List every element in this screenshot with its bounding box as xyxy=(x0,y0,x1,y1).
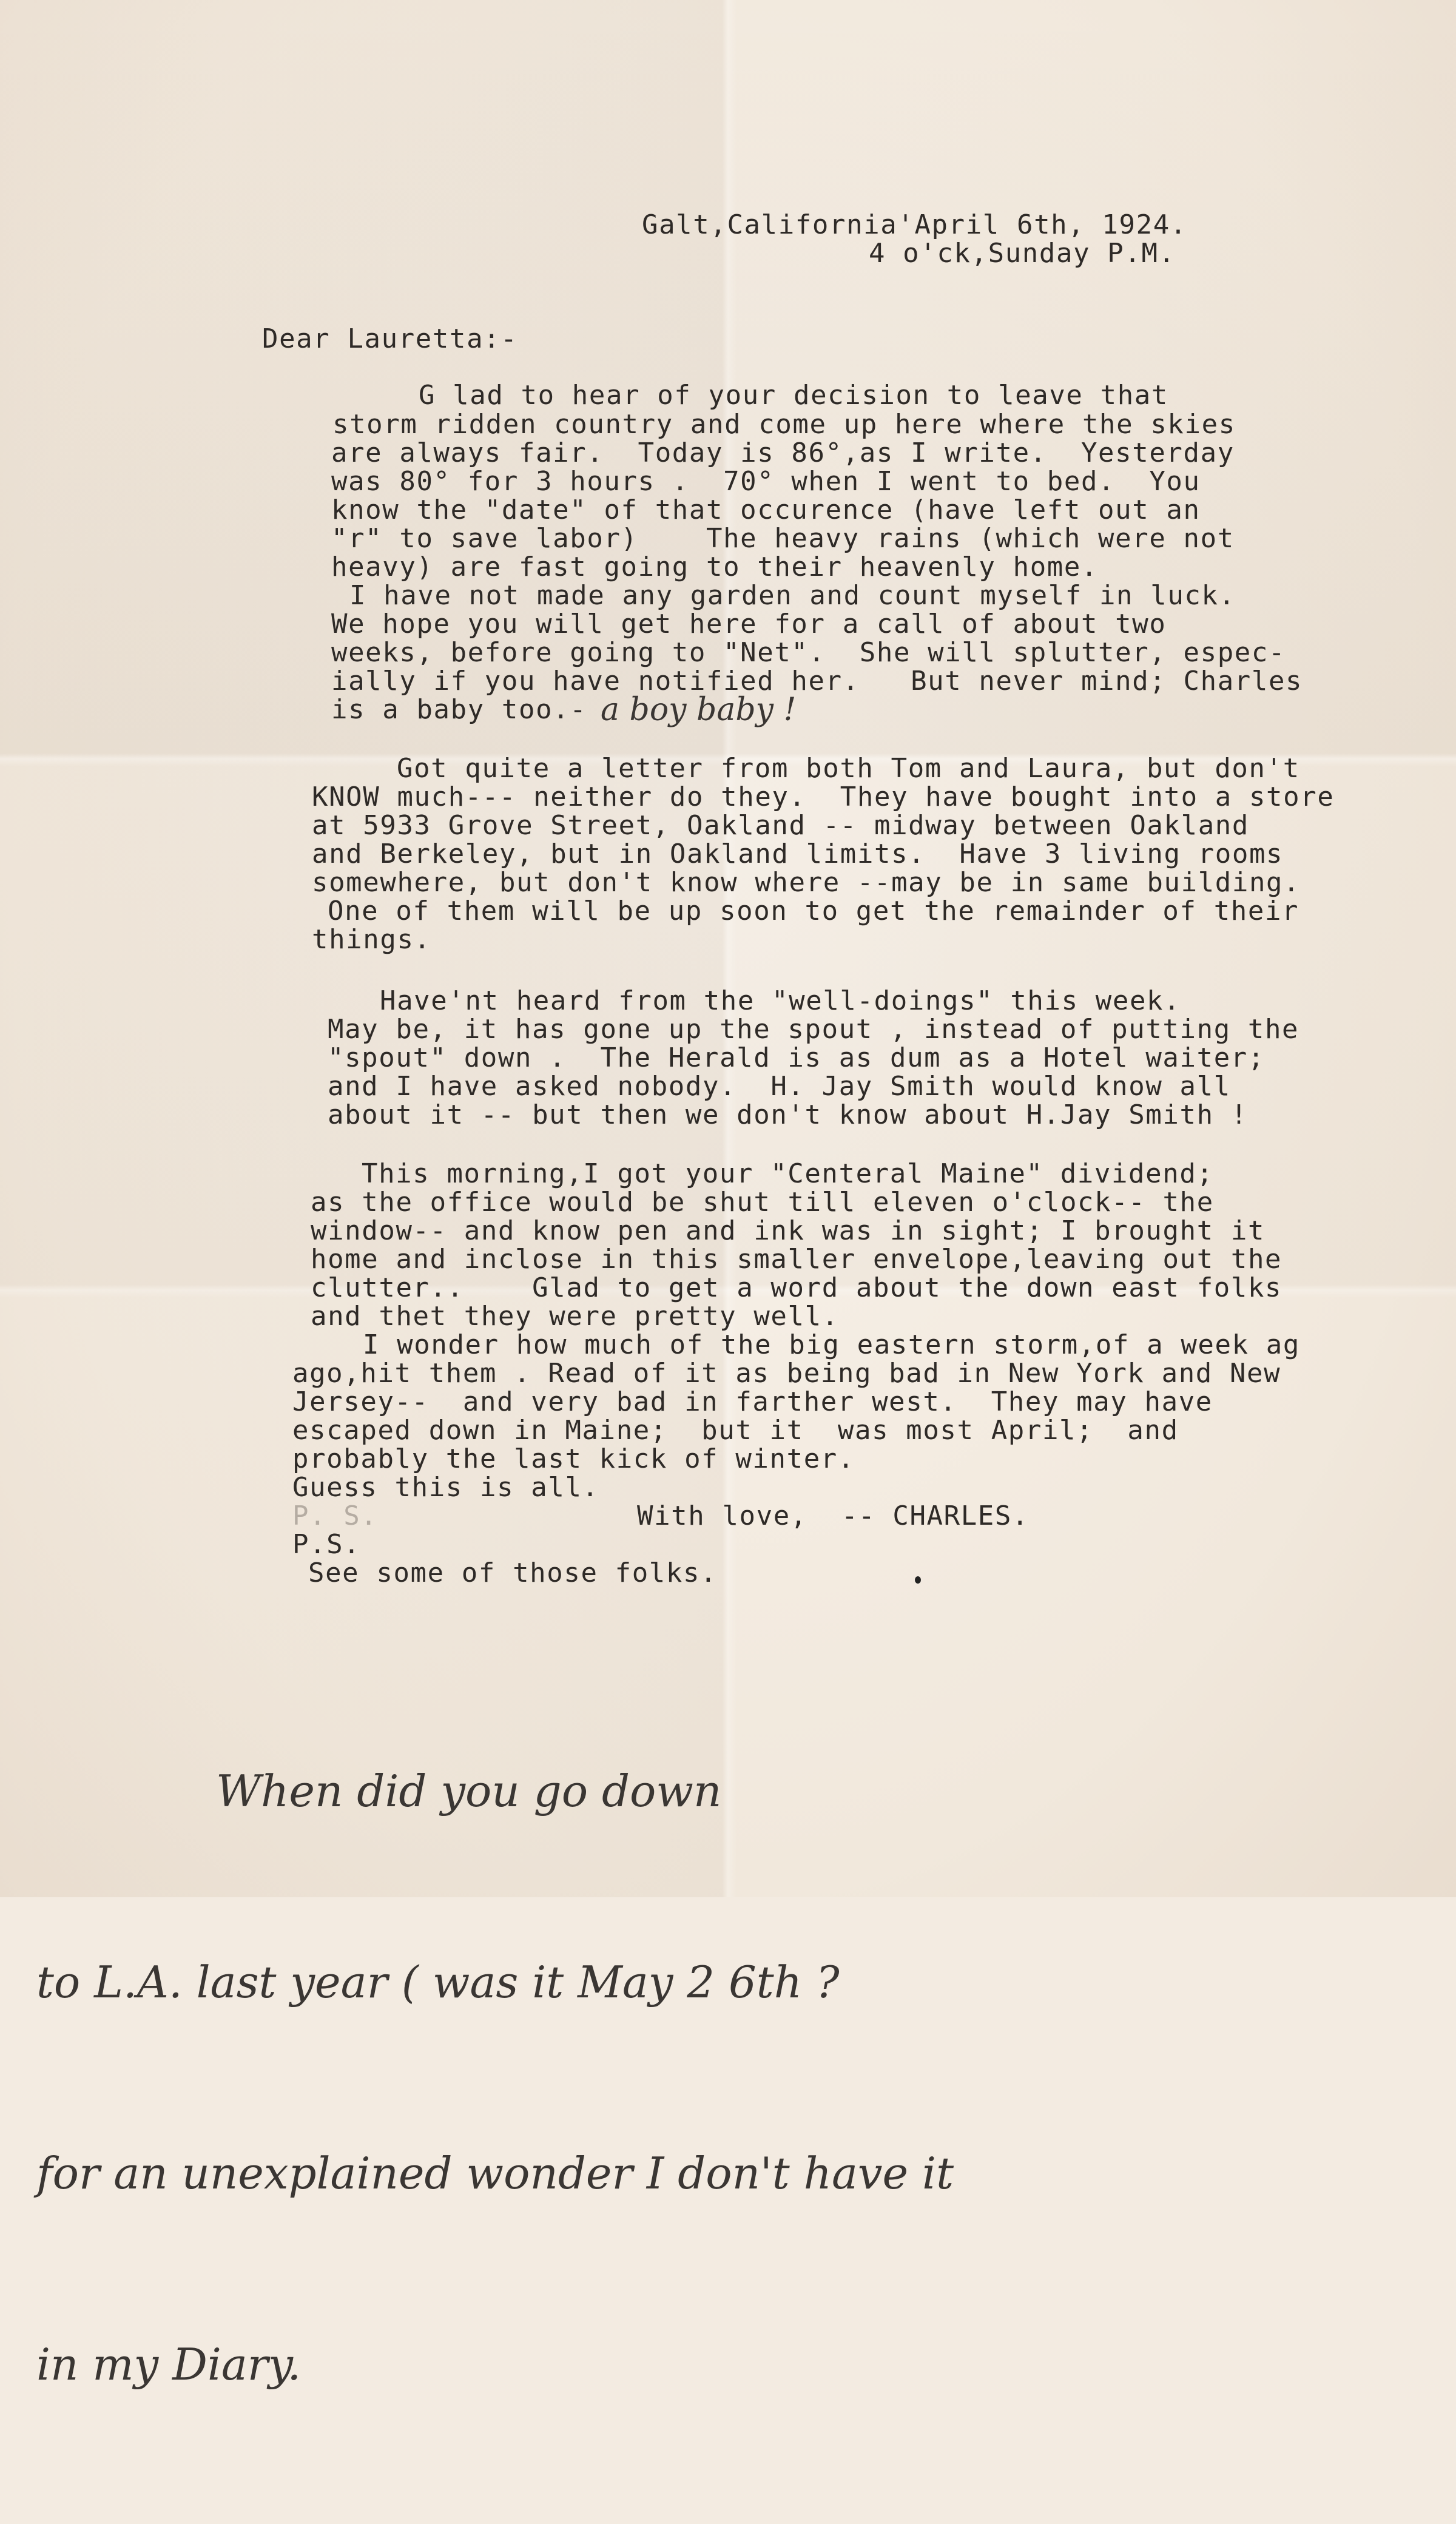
ps-label: P.S. xyxy=(292,1529,361,1560)
text-line: know the "date" of that occurence (have left out an xyxy=(331,494,1201,525)
text-line: is a baby too.- xyxy=(331,694,587,725)
text-line: storm ridden country and come up here where the skies xyxy=(332,409,1236,440)
handwritten-line: for an unexplained wonder I don't have it xyxy=(36,2148,954,2199)
text-line: probably the last kick of winter. xyxy=(292,1443,855,1474)
text-line: and Berkeley, but in Oakland limits. Have 3 living rooms xyxy=(312,839,1284,869)
text-line: Have'nt heard from the "well-doings" this week. xyxy=(380,985,1181,1016)
text-line: are always fair. Today is 86°,as I write. Yesterday xyxy=(331,437,1235,468)
text-line: clutter.. Glad to get a word about the down east folks xyxy=(311,1272,1282,1303)
closing-signature: With love, -- CHARLES. xyxy=(637,1500,1030,1531)
handwritten-line: to L.A. last year ( was it May 2 6th ? xyxy=(36,1957,840,2008)
text-line: ago,hit them . Read of it as being bad in New York and New xyxy=(292,1358,1281,1389)
text-line: and thet they were pretty well. xyxy=(311,1301,839,1332)
text-line: "r" to save labor) The heavy rains (which were not xyxy=(331,523,1235,554)
text-line: I wonder how much of the big eastern storm,of a week ag xyxy=(363,1329,1300,1360)
salutation: Dear Lauretta:- xyxy=(262,323,518,354)
text-line: This morning,I got your "Centeral Maine" dividend; xyxy=(362,1158,1214,1189)
ink-dot xyxy=(915,1576,921,1584)
text-line: escaped down in Maine; but it was most April; and xyxy=(292,1415,1179,1446)
text-line: was 80° for 3 hours . 70° when I went to bed. You xyxy=(331,466,1201,497)
text-line: May be, it has gone up the spout , instead of putting the xyxy=(328,1014,1299,1045)
dateline-place-date: Galt,California'April 6th, 1924. xyxy=(642,209,1187,240)
text-line: at 5933 Grove Street, Oakland -- midway between Oakland xyxy=(312,810,1249,841)
text-line: as the office would be shut till eleven o'clock-- the xyxy=(311,1187,1214,1218)
handwritten-insert: a boy baby ! xyxy=(601,692,797,728)
text-line: home and inclose in this smaller envelope,leaving out the xyxy=(311,1244,1282,1275)
handwritten-note xyxy=(36,1632,954,2524)
ps-text: See some of those folks. xyxy=(308,1557,718,1588)
text-line: Guess this is all. xyxy=(292,1472,599,1503)
text-line: and I have asked nobody. H. Jay Smith would know all xyxy=(328,1071,1231,1102)
text-line: G lad to hear of your decision to leave that xyxy=(419,380,1168,411)
text-line: somewhere, but don't know where --may be in same building. xyxy=(312,867,1301,898)
text-line: things. xyxy=(312,924,431,955)
text-line: KNOW much--- neither do they. They have bought into a store xyxy=(312,781,1335,812)
text-line: window-- and know pen and ink was in sight; I brought it xyxy=(311,1215,1266,1246)
handwritten-line: When did you go down xyxy=(216,1766,722,1817)
handwritten-line: in my Diary. xyxy=(36,2339,302,2390)
text-line: I have not made any garden and count myself in luck. xyxy=(349,580,1236,611)
text-line: Got quite a letter from both Tom and Laura, but don't xyxy=(397,753,1300,784)
faded-ps-mark: P. S. xyxy=(292,1500,378,1531)
text-line: ially if you have notified her. But never mind; Charles xyxy=(331,666,1303,697)
text-line: heavy) are fast going to their heavenly home. xyxy=(331,552,1099,582)
text-line: Jersey-- and very bad in farther west. They may have xyxy=(292,1386,1213,1417)
text-line: "spout" down . The Herald is as dum as a Hotel waiter; xyxy=(328,1042,1265,1073)
text-line: We hope you will get here for a call of about two xyxy=(331,609,1167,639)
text-line: about it -- but then we don't know about H.Jay Smith ! xyxy=(328,1099,1248,1130)
text-line: weeks, before going to "Net". She will splutter, espec- xyxy=(331,637,1286,668)
dateline-time: 4 o'ck,Sunday P.M. xyxy=(869,238,1176,269)
text-line: One of them will be up soon to get the remainder of their xyxy=(328,896,1299,926)
